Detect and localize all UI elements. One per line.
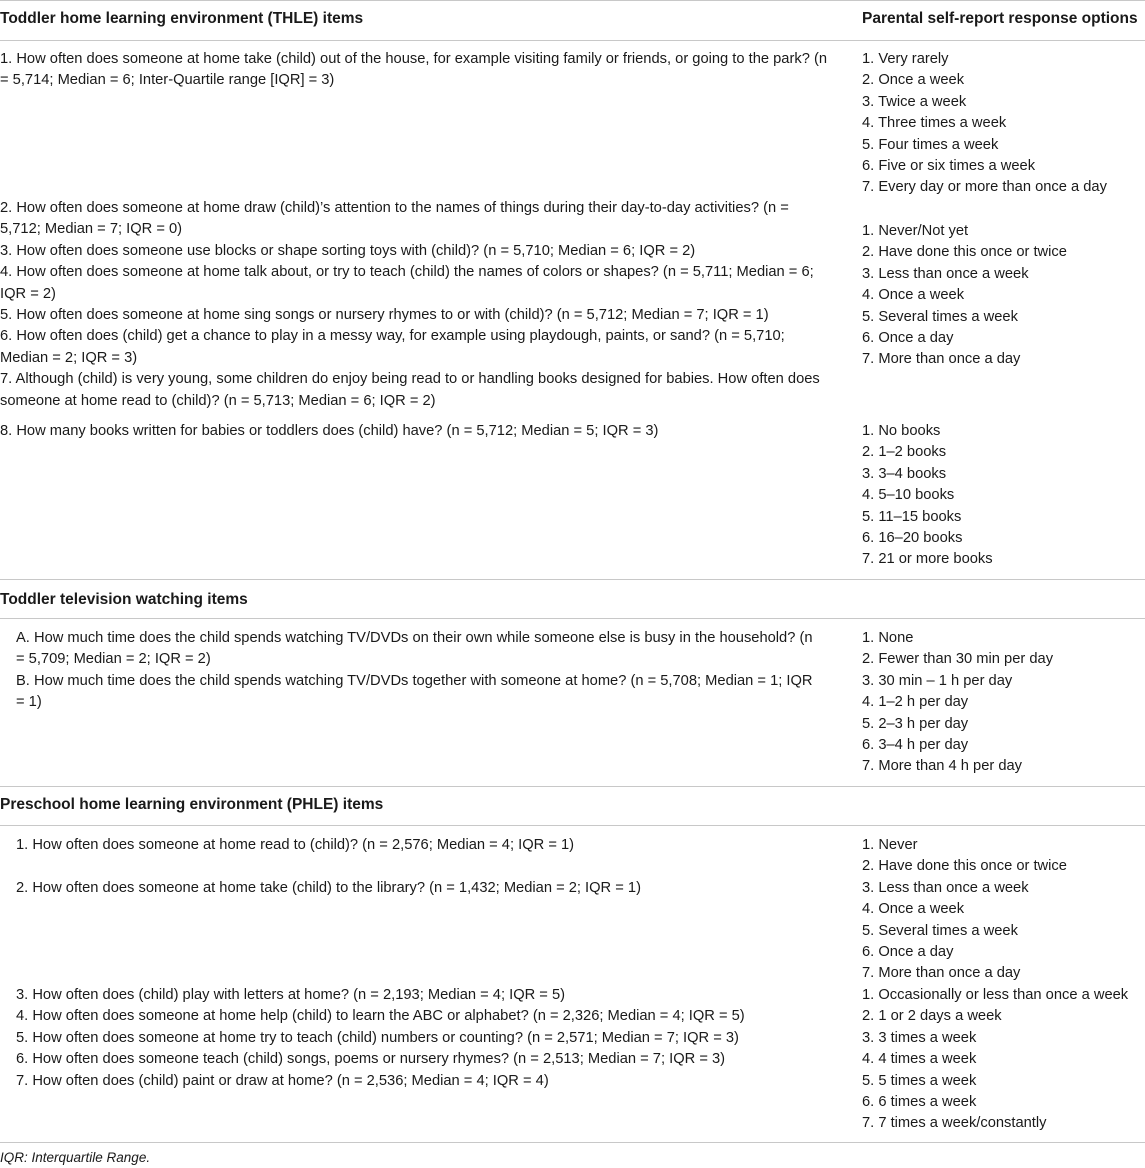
- response-option: 3. 3–4 books: [862, 465, 947, 482]
- tv-items: [16, 628, 816, 714]
- list-item: 4. How often does someone at home help (child) to learn the ABC or alphabet? (n = 2,326; Median = 4; IQR = 5): [16, 1008, 745, 1025]
- response-option: 7. 7 times a week/constantly: [862, 1115, 1047, 1132]
- response-option: 7. More than once a day: [862, 351, 1021, 368]
- table-bottom-rule: [0, 1142, 1145, 1143]
- list-item: 5. How often does someone at home sing songs or nursery rhymes to or with (child)? (n = 5,712; Median = 7; IQR = 1): [0, 307, 769, 324]
- response-option: 5. 11–15 books: [862, 508, 962, 525]
- phle-section-title: Preschool home learning environment (PHLE) items: [0, 796, 384, 813]
- list-item: 5. How often does someone at home try to teach (child) numbers or counting? (n = 2,571; Median = 7; IQR = 3): [16, 1029, 739, 1046]
- response-option: 7. Every day or more than once a day: [862, 179, 1107, 196]
- response-option: 1. Very rarely: [862, 51, 949, 67]
- thle-group1-items: [0, 49, 832, 92]
- table-top-rule: [0, 0, 1145, 1]
- phle-item-2: [16, 878, 816, 899]
- response-option: 4. 1–2 h per day: [862, 694, 969, 711]
- list-item: 6. How often does someone teach (child) songs, poems or nursery rhymes? (n = 2,513; Median = 7; IQR = 3): [16, 1051, 726, 1068]
- section-rule: [0, 786, 1145, 787]
- list-item: 8. How many books written for babies or toddlers does (child) have? (n = 5,712; Median = 5; IQR = 3): [0, 423, 659, 439]
- response-option: 2. Have done this once or twice: [862, 244, 1067, 261]
- response-option: 3. Less than once a week: [862, 879, 1029, 896]
- response-option: 6. Once a day: [862, 943, 954, 960]
- response-option: 4. Three times a week: [862, 115, 1007, 132]
- phle-group1-options: [862, 835, 1145, 985]
- list-item: 2. How often does someone at home draw (child)’s attention to the names of things during their day-to-day activities? (n = 5,712; Median = 7; IQR = 0): [0, 200, 789, 238]
- response-option: 1. No books: [862, 423, 941, 439]
- list-item: 1. How often does someone at home take (child) out of the house, for example visiting family or friends, or going to the park? (n = 5,714; Median = 6; Inter-Quartile range [IQR] = 3): [0, 51, 828, 89]
- options-column-header: Parental self-report response options: [862, 10, 1138, 27]
- response-option: 2. Have done this once or twice: [862, 858, 1067, 875]
- thle-group1-options: [862, 49, 1145, 199]
- response-option: 6. 16–20 books: [862, 529, 963, 546]
- response-option: 4. 5–10 books: [862, 487, 955, 504]
- tv-options: [862, 628, 1145, 778]
- response-option: 5. Several times a week: [862, 922, 1018, 939]
- thle-group3-items: [0, 421, 832, 442]
- response-option: 1. Never: [862, 837, 918, 853]
- header-rule: [0, 40, 1145, 41]
- response-option: 5. Four times a week: [862, 136, 999, 153]
- phle-group2-items: [16, 985, 816, 1092]
- section-rule: [0, 825, 1145, 826]
- response-option: 3. Twice a week: [862, 93, 967, 110]
- response-option: 6. 3–4 h per day: [862, 736, 969, 753]
- list-item: 3. How often does someone use blocks or shape sorting toys with (child)? (n = 5,710; Median = 6; IQR = 2): [0, 242, 696, 259]
- response-option: 3. 30 min – 1 h per day: [862, 672, 1013, 689]
- response-option: 6. Five or six times a week: [862, 157, 1036, 174]
- list-item: 7. How often does (child) paint or draw at home? (n = 2,536; Median = 4; IQR = 4): [16, 1072, 549, 1089]
- section-rule: [0, 618, 1145, 619]
- response-option: 4. 4 times a week: [862, 1051, 977, 1068]
- response-option: 1. None: [862, 630, 914, 646]
- phle-item-1: [16, 835, 816, 856]
- response-option: 2. Fewer than 30 min per day: [862, 651, 1054, 668]
- response-option: 2. Once a week: [862, 72, 965, 89]
- thle-group3-options: [862, 421, 1145, 571]
- response-option: 6. Once a day: [862, 329, 954, 346]
- response-option: 1. Never/Not yet: [862, 223, 969, 239]
- response-option: 5. 5 times a week: [862, 1072, 977, 1089]
- list-item: B. How much time does the child spends watching TV/DVDs together with someone at home? (n = 5,708; Median = 1; IQR = 1): [16, 672, 813, 711]
- response-option: 4. Once a week: [862, 901, 965, 918]
- thle-group2-items: [0, 198, 832, 412]
- list-item: 7. Although (child) is very young, some children do enjoy being read to or handling books designed for babies. How often does someone at home read to (child)? (n = 5,713; Median = 6; IQR = 2): [0, 371, 820, 409]
- list-item: 2. How often does someone at home take (child) to the library? (n = 1,432; Median = 2; IQR = 1): [16, 880, 641, 896]
- footnote: IQR: Interquartile Range.: [0, 1150, 151, 1165]
- tv-section-title: Toddler television watching items: [0, 591, 248, 608]
- response-option: 3. Less than once a week: [862, 265, 1029, 282]
- response-option: 4. Once a week: [862, 287, 965, 304]
- response-option: 1. Occasionally or less than once a week: [862, 987, 1129, 1003]
- response-option: 3. 3 times a week: [862, 1029, 977, 1046]
- list-item: 3. How often does (child) play with letters at home? (n = 2,193; Median = 4; IQR = 5): [16, 987, 566, 1003]
- response-option: 7. 21 or more books: [862, 551, 993, 568]
- section-rule: [0, 579, 1145, 580]
- thle-group2-options: [862, 221, 1145, 371]
- phle-group2-options: [862, 985, 1145, 1135]
- response-option: 7. More than 4 h per day: [862, 758, 1023, 775]
- list-item: 1. How often does someone at home read to (child)? (n = 2,576; Median = 4; IQR = 1): [16, 837, 575, 853]
- response-option: 2. 1 or 2 days a week: [862, 1008, 1002, 1025]
- response-option: 2. 1–2 books: [862, 444, 947, 461]
- response-option: 5. 2–3 h per day: [862, 715, 969, 732]
- list-item: 4. How often does someone at home talk about, or try to teach (child) the names of colors or shapes? (n = 5,711; Median = 6; IQR = 2): [0, 264, 814, 302]
- response-option: 5. Several times a week: [862, 308, 1018, 325]
- list-item: 6. How often does (child) get a chance to play in a messy way, for example using playdough, paints, or sand? (n = 5,710; Median = 2; IQR = 3): [0, 328, 785, 366]
- response-option: 7. More than once a day: [862, 965, 1021, 982]
- response-option: 6. 6 times a week: [862, 1093, 977, 1110]
- items-column-header: Toddler home learning environment (THLE) items: [0, 10, 364, 27]
- list-item: A. How much time does the child spends watching TV/DVDs on their own while someone else is busy in the household? (n = 5,709; Median = 2; IQR = 2): [16, 630, 813, 668]
